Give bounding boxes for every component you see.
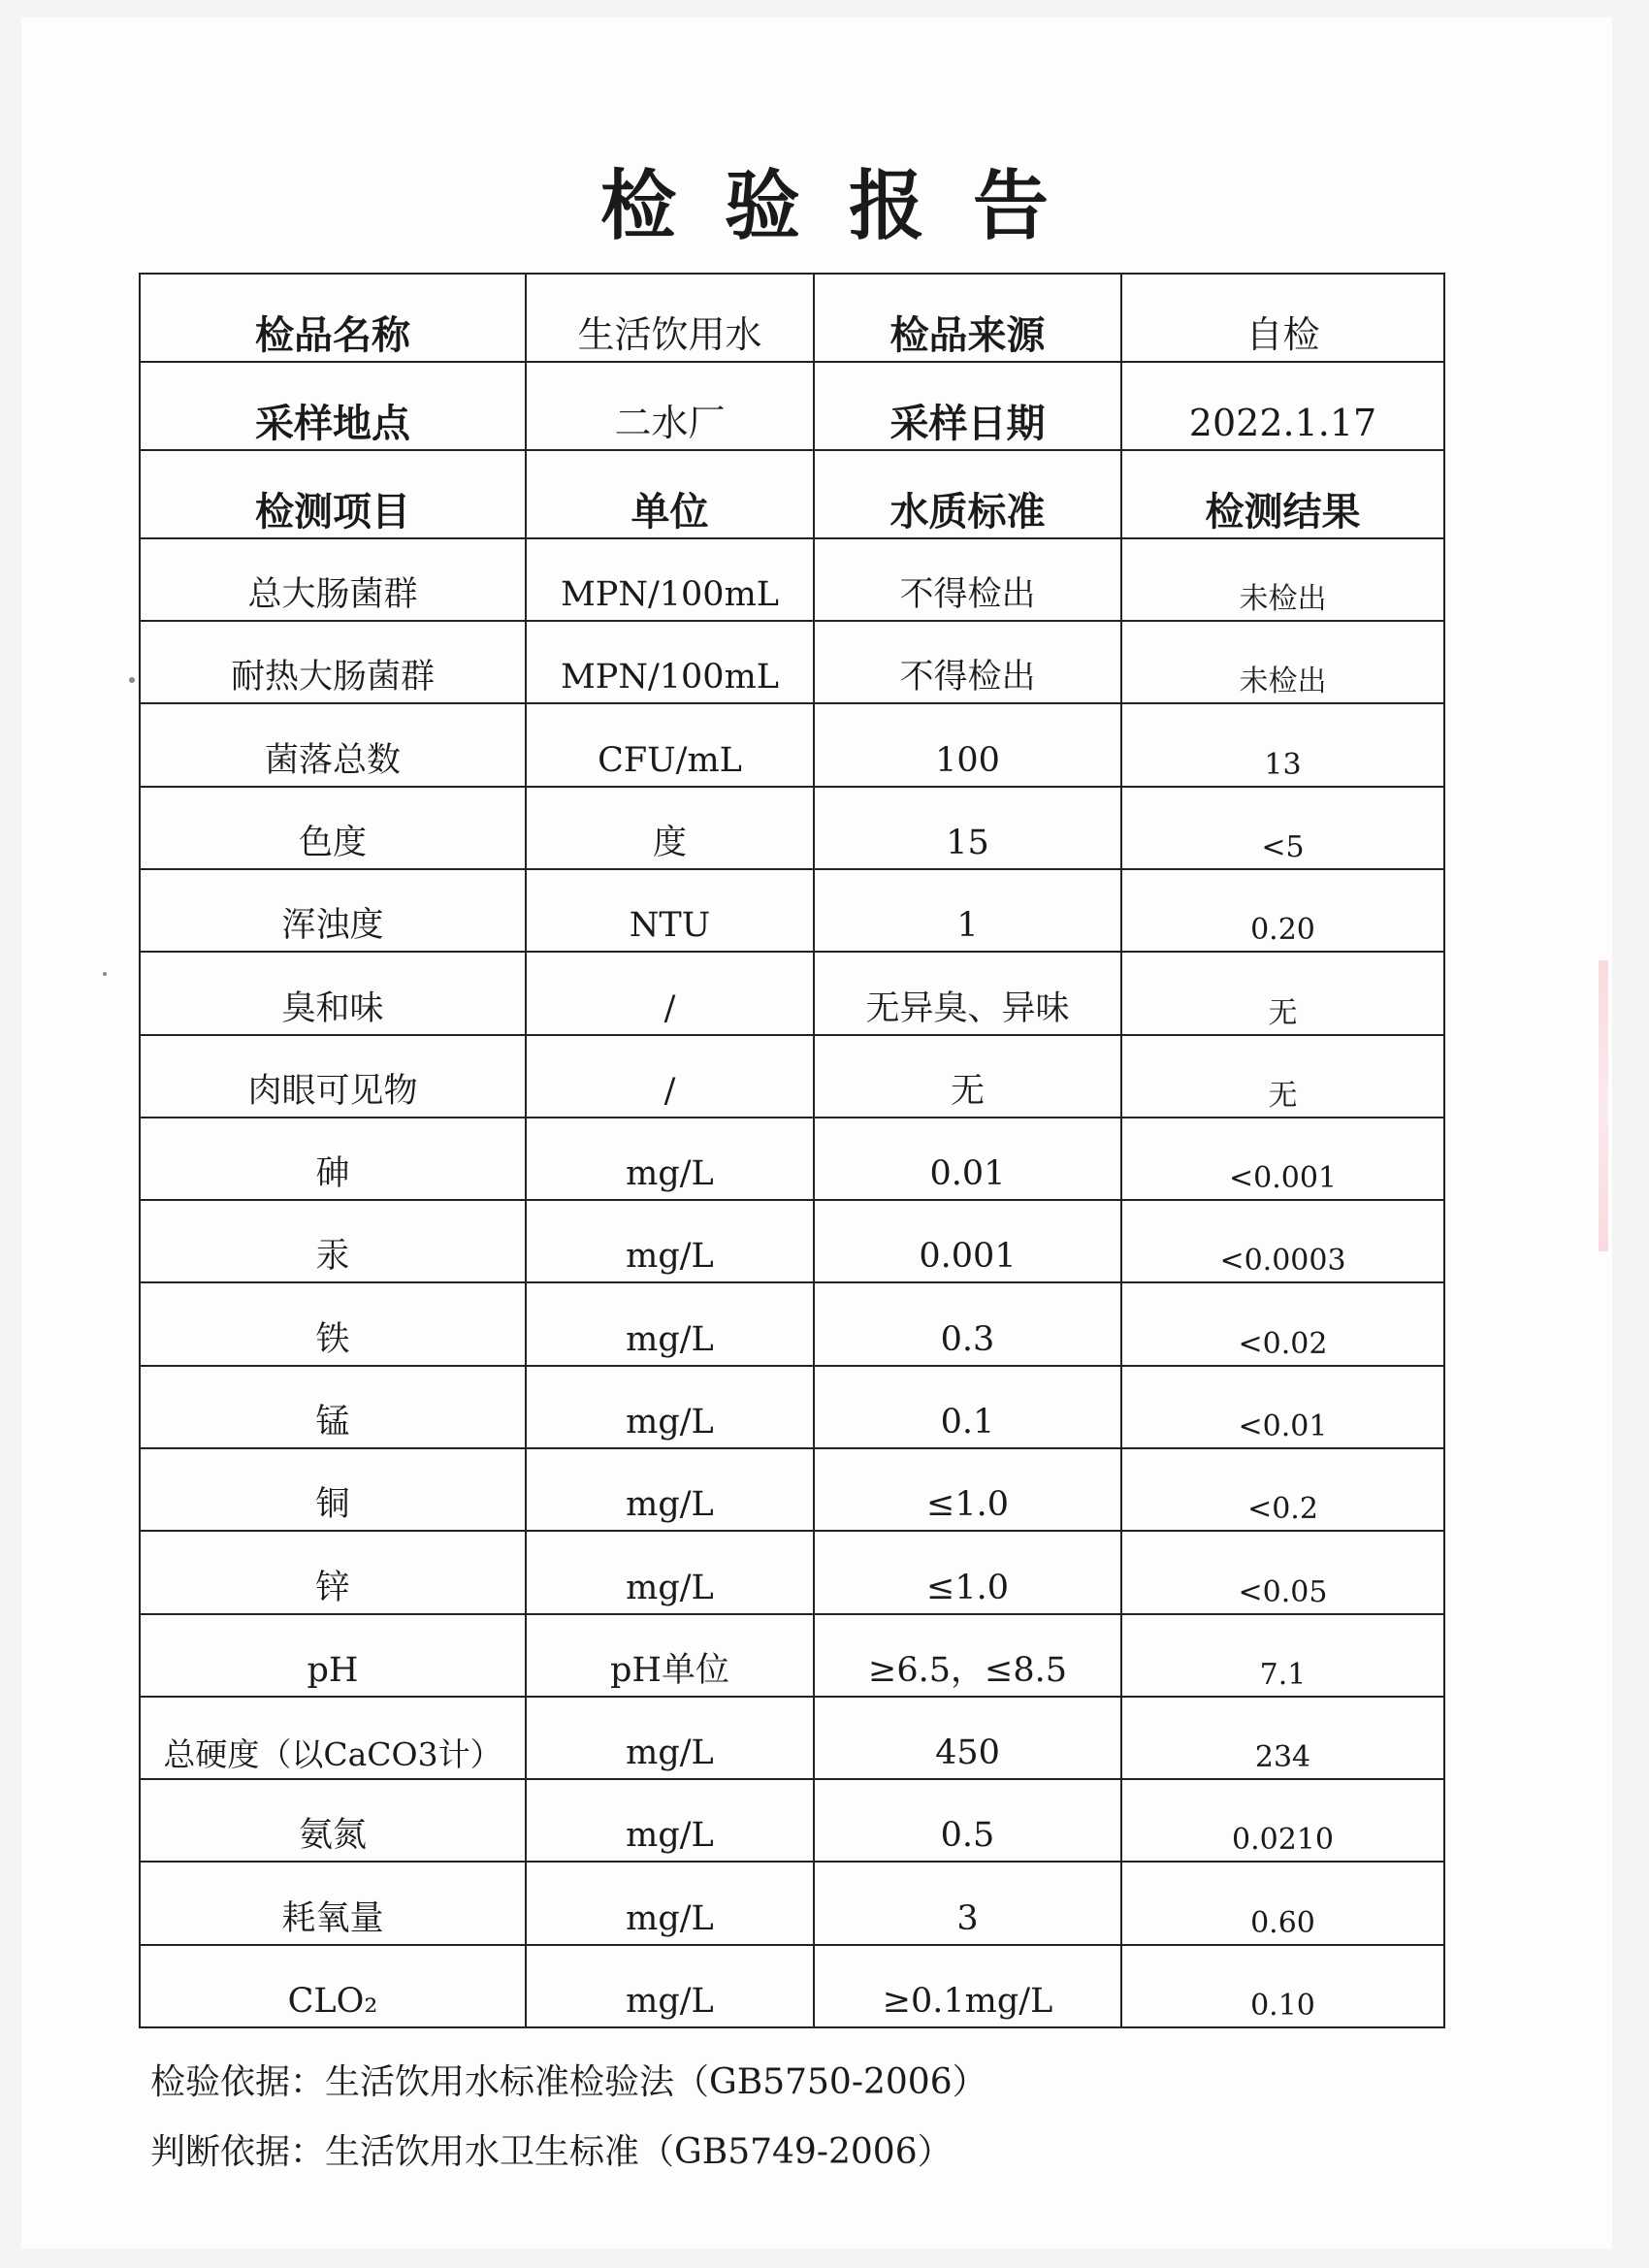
cell-item: 臭和味: [140, 952, 526, 1034]
cell-unit: pH单位: [526, 1614, 814, 1697]
sampling-site-label: 采样地点: [140, 362, 526, 450]
table-row: [140, 1035, 1444, 1118]
sample-name-label: 检品名称: [140, 274, 526, 362]
cell-item: pH: [140, 1614, 526, 1697]
cell-standard: ≥6.5，≤8.5: [814, 1614, 1121, 1697]
header-row-sample: [140, 274, 1444, 362]
table-row: [140, 1200, 1444, 1282]
column-header-row: [140, 450, 1444, 538]
cell-result: <0.02: [1121, 1282, 1444, 1365]
table-row: [140, 1614, 1444, 1697]
cell-unit: mg/L: [526, 1282, 814, 1365]
cell-item: 铁: [140, 1282, 526, 1365]
inspection-table: [139, 273, 1445, 2028]
cell-item: CLO₂: [140, 1945, 526, 2027]
sample-source-value: 自检: [1121, 274, 1444, 362]
cell-result: 未检出: [1121, 621, 1444, 703]
cell-result: 0.0210: [1121, 1779, 1444, 1862]
cell-standard: 0.1: [814, 1366, 1121, 1448]
cell-item: 色度: [140, 787, 526, 869]
table-row: [140, 621, 1444, 703]
cell-unit: mg/L: [526, 1118, 814, 1200]
cell-item: 锌: [140, 1531, 526, 1613]
cell-standard: 0.5: [814, 1779, 1121, 1862]
cell-unit: /: [526, 952, 814, 1034]
table-row: [140, 703, 1444, 786]
cell-result: 0.20: [1121, 869, 1444, 952]
cell-item: 菌落总数: [140, 703, 526, 786]
cell-standard: 3: [814, 1862, 1121, 1944]
cell-standard: 0.01: [814, 1118, 1121, 1200]
table-row: [140, 538, 1444, 621]
cell-item: 总大肠菌群: [140, 538, 526, 621]
inspection-basis: 检验依据：生活饮用水标准检验法（GB5750-2006）: [150, 2062, 987, 2102]
cell-result: <0.2: [1121, 1448, 1444, 1531]
header-row-sampling: [140, 362, 1444, 450]
sample-name-value: 生活饮用水: [526, 274, 814, 362]
cell-standard: 450: [814, 1697, 1121, 1779]
cell-result: <0.001: [1121, 1118, 1444, 1200]
cell-standard: ≤1.0: [814, 1531, 1121, 1613]
table-row: [140, 787, 1444, 869]
cell-item: 汞: [140, 1200, 526, 1282]
cell-unit: 度: [526, 787, 814, 869]
cell-unit: mg/L: [526, 1366, 814, 1448]
cell-unit: mg/L: [526, 1779, 814, 1862]
cell-unit: MPN/100mL: [526, 621, 814, 703]
cell-item: 锰: [140, 1366, 526, 1448]
cell-standard: 不得检出: [814, 621, 1121, 703]
cell-result: 13: [1121, 703, 1444, 786]
cell-result: 未检出: [1121, 538, 1444, 621]
cell-result: <0.05: [1121, 1531, 1444, 1613]
cell-item: 耗氧量: [140, 1862, 526, 1944]
cell-standard: ≥0.1mg/L: [814, 1945, 1121, 2027]
table-row: [140, 1366, 1444, 1448]
cell-result: <5: [1121, 787, 1444, 869]
table-row: [140, 1282, 1444, 1365]
sampling-date-label: 采样日期: [814, 362, 1121, 450]
cell-item: 砷: [140, 1118, 526, 1200]
col-header-standard: 水质标准: [814, 450, 1121, 538]
table-row: [140, 1779, 1444, 1862]
scan-speck: [129, 677, 135, 683]
cell-result: 0.10: [1121, 1945, 1444, 2027]
cell-result: 无: [1121, 1035, 1444, 1118]
judgement-basis: 判断依据：生活饮用水卫生标准（GB5749-2006）: [150, 2132, 953, 2172]
sampling-date-value: 2022.1.17: [1121, 362, 1444, 450]
col-header-result: 检测结果: [1121, 450, 1444, 538]
cell-result: <0.01: [1121, 1366, 1444, 1448]
scan-speck: [103, 972, 107, 976]
cell-unit: mg/L: [526, 1531, 814, 1613]
cell-result: <0.0003: [1121, 1200, 1444, 1282]
cell-unit: mg/L: [526, 1862, 814, 1944]
cell-standard: ≤1.0: [814, 1448, 1121, 1531]
cell-unit: NTU: [526, 869, 814, 952]
cell-standard: 0.3: [814, 1282, 1121, 1365]
cell-standard: 15: [814, 787, 1121, 869]
cell-standard: 不得检出: [814, 538, 1121, 621]
col-header-item: 检测项目: [140, 450, 526, 538]
cell-standard: 100: [814, 703, 1121, 786]
col-header-unit: 单位: [526, 450, 814, 538]
table-row: [140, 1448, 1444, 1531]
cell-item: 氨氮: [140, 1779, 526, 1862]
cell-result: 7.1: [1121, 1614, 1444, 1697]
table-row: [140, 1531, 1444, 1613]
table-row: [140, 1945, 1444, 2027]
cell-result: 0.60: [1121, 1862, 1444, 1944]
cell-unit: mg/L: [526, 1945, 814, 2027]
cell-item: 耐热大肠菌群: [140, 621, 526, 703]
table-row: [140, 869, 1444, 952]
sampling-site-value: 二水厂: [526, 362, 814, 450]
cell-standard: 无: [814, 1035, 1121, 1118]
seal-edge-mark: [1599, 960, 1608, 1251]
cell-unit: mg/L: [526, 1448, 814, 1531]
table-row: [140, 1697, 1444, 1779]
table-row: [140, 1862, 1444, 1944]
cell-unit: /: [526, 1035, 814, 1118]
cell-standard: 0.001: [814, 1200, 1121, 1282]
table-row: [140, 1118, 1444, 1200]
cell-item: 总硬度（以CaCO3计）: [140, 1697, 526, 1779]
cell-item: 浑浊度: [140, 869, 526, 952]
cell-standard: 1: [814, 869, 1121, 952]
cell-unit: MPN/100mL: [526, 538, 814, 621]
cell-unit: mg/L: [526, 1200, 814, 1282]
sample-source-label: 检品来源: [814, 274, 1121, 362]
table-row: [140, 952, 1444, 1034]
report-title: 检验报告: [599, 163, 1097, 250]
cell-result: 234: [1121, 1697, 1444, 1779]
cell-standard: 无异臭、异味: [814, 952, 1121, 1034]
cell-item: 铜: [140, 1448, 526, 1531]
cell-unit: mg/L: [526, 1697, 814, 1779]
cell-item: 肉眼可见物: [140, 1035, 526, 1118]
cell-unit: CFU/mL: [526, 703, 814, 786]
cell-result: 无: [1121, 952, 1444, 1034]
